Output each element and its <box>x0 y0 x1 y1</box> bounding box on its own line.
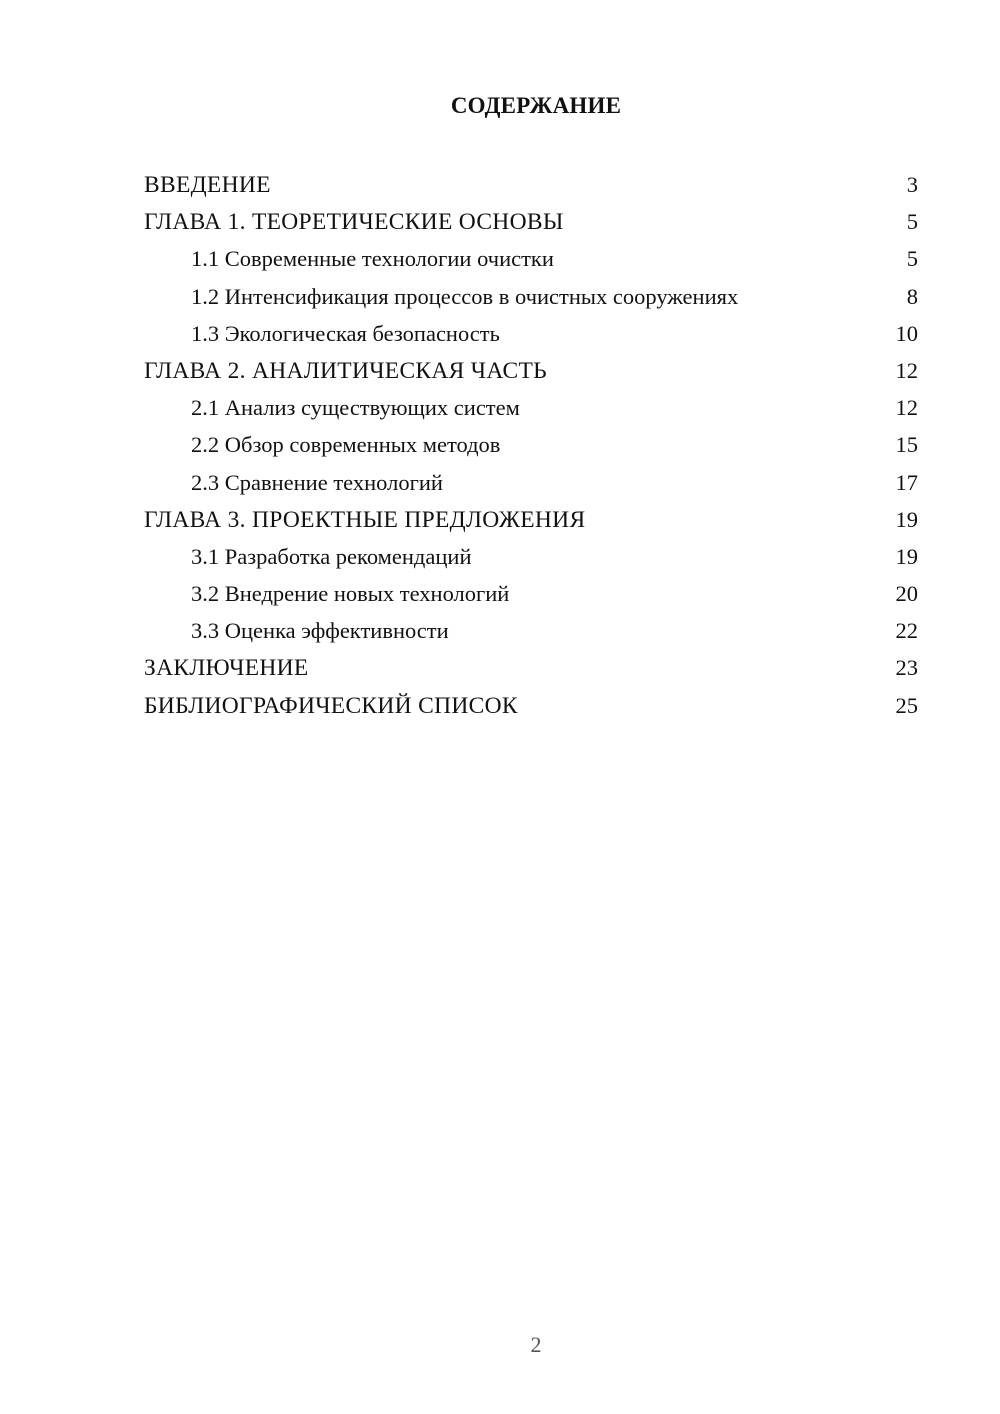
toc-entry <box>144 538 918 575</box>
toc-entry-label: ГЛАВА 1. ТЕОРЕТИЧЕСКИЕ ОСНОВЫ <box>144 209 564 236</box>
toc-entry-label: 3.3 Оценка эффективности <box>191 618 449 644</box>
toc-entry <box>144 687 918 724</box>
toc-entry-label: 3.2 Внедрение новых технологий <box>191 581 510 607</box>
toc-entry-label: 2.2 Обзор современных методов <box>191 432 501 458</box>
toc-entry-page: 8 <box>906 283 918 309</box>
toc-entry-label: 3.1 Разработка рекомендаций <box>191 543 472 569</box>
toc-entry-page: 19 <box>895 543 918 569</box>
toc-entry-page: 15 <box>895 432 918 458</box>
toc-entry-page: 20 <box>895 581 918 607</box>
toc-entry-label: 1.3 Экологическая безопасность <box>191 320 500 346</box>
toc-entry-label: БИБЛИОГРАФИЧЕСКИЙ СПИСОК <box>144 692 518 719</box>
toc-entry <box>144 426 918 463</box>
toc-entry-page: 25 <box>895 692 918 718</box>
toc-entry <box>144 203 918 240</box>
toc-entry-page: 19 <box>895 506 918 532</box>
toc-entry <box>144 166 918 203</box>
toc-entry <box>144 612 918 649</box>
toc-entry-label: 2.1 Анализ существующих систем <box>191 395 520 421</box>
toc-entry-label: ГЛАВА 3. ПРОЕКТНЫЕ ПРЕДЛОЖЕНИЯ <box>144 506 586 533</box>
toc-entry-label: ЗАКЛЮЧЕНИЕ <box>144 655 309 682</box>
toc-entry-page: 12 <box>895 395 918 421</box>
toc-entry <box>144 240 918 277</box>
toc-entry-page: 23 <box>895 655 918 681</box>
toc-entry-page: 5 <box>906 246 918 272</box>
toc-entry <box>144 278 918 315</box>
toc-entry-label: 1.1 Современные технологии очистки <box>191 246 554 272</box>
toc-entry-page: 3 <box>906 172 918 197</box>
toc-entry <box>144 352 918 389</box>
table-of-contents <box>144 166 918 724</box>
page-number: 2 <box>530 1332 542 1357</box>
toc-entry-page: 22 <box>895 618 918 644</box>
toc-entry <box>144 575 918 612</box>
toc-entry <box>144 315 918 352</box>
toc-entry <box>144 389 918 426</box>
toc-entry-label: 1.2 Интенсификация процессов в очистных сооружениях <box>191 283 739 309</box>
toc-entry-label: ВВЕДЕНИЕ <box>144 172 271 198</box>
page-title: СОДЕРЖАНИЕ <box>450 93 622 118</box>
toc-entry-page: 17 <box>895 469 918 495</box>
toc-entry-page: 12 <box>895 357 918 383</box>
toc-entry-page: 10 <box>895 320 918 346</box>
toc-entry <box>144 501 918 538</box>
toc-entry <box>144 649 918 686</box>
toc-entry <box>144 464 918 501</box>
toc-entry-label: ГЛАВА 2. АНАЛИТИЧЕСКАЯ ЧАСТЬ <box>144 357 547 384</box>
toc-entry-page: 5 <box>906 209 918 235</box>
toc-entry-label: 2.3 Сравнение технологий <box>191 469 443 495</box>
